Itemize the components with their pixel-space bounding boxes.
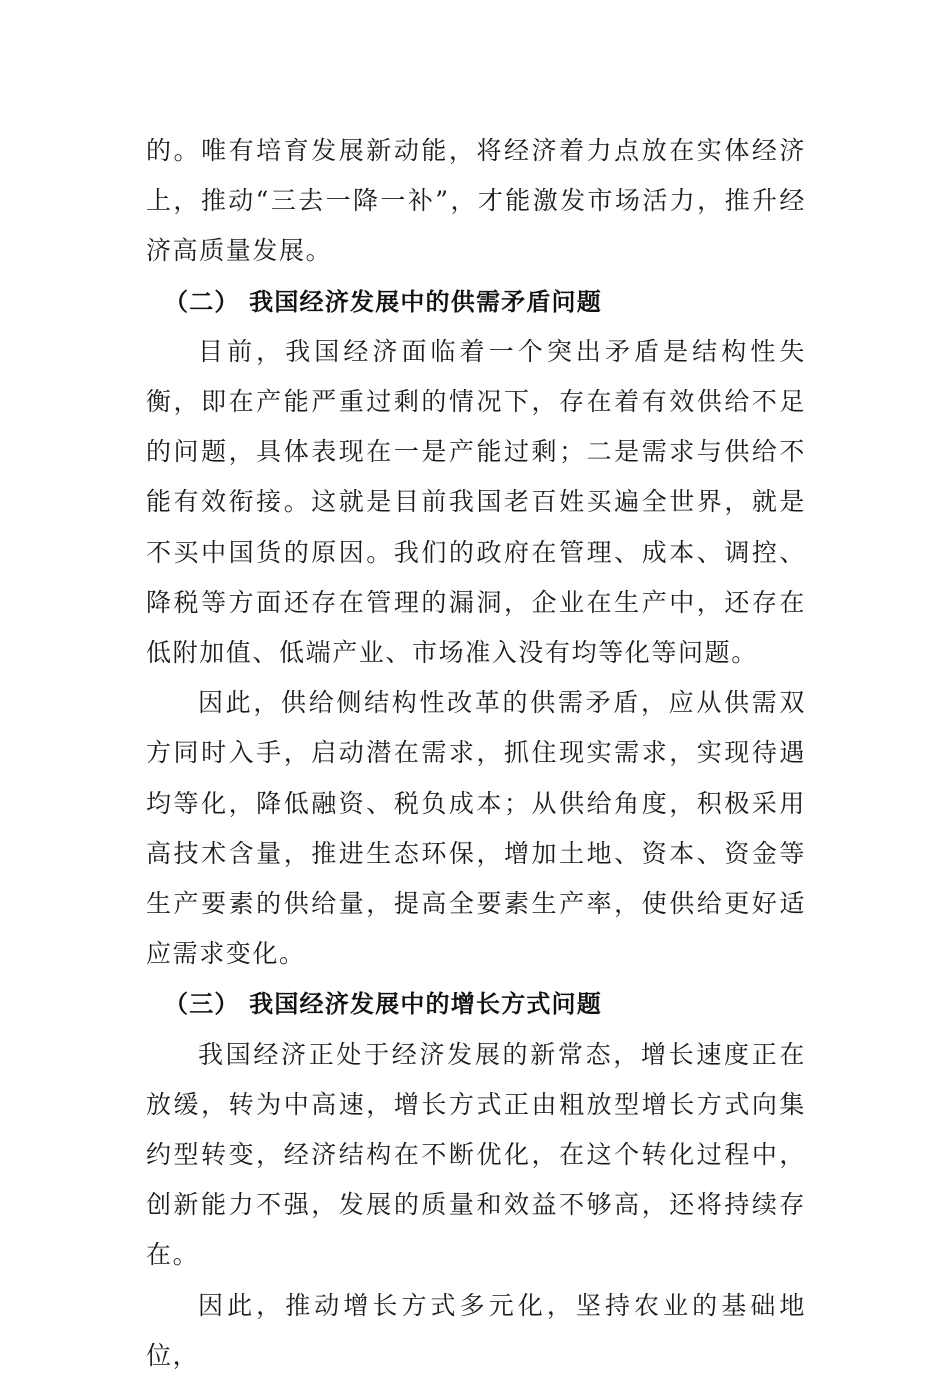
paragraph-diversified-growth: 因此，推动增长方式多元化，坚持农业的基础地位， (146, 1290, 806, 1370)
document-body (146, 126, 806, 1381)
paragraph-structural-imbalance: 目前，我国经济面临着一个突出矛盾是结构性失衡，即在产能严重过剩的情况下，存在着有效供给不足的问题，具体表现在一是产能过剩；二是需求与供给不能有效衔接。这就是目前我国老百姓买遍全世界，就是不买中国货的原因。我们的政府在管理、成本、调控、降税等方面还存在管理的漏洞，企业在生产中，还存在低附加值、低端产业、市场准入没有均等化等问题。 (146, 336, 806, 668)
paragraph-continuation: 的。唯有培育发展新动能，将经济着力点放在实体经济上，推动“三去一降一补”，才能激发市场活力，推升经济高质量发展。 (146, 136, 806, 266)
paragraph-supply-side-reform: 因此，供给侧结构性改革的供需矛盾，应从供需双方同时入手，启动潜在需求，抓住现实需求，实现待遇均等化，降低融资、税负成本；从供给角度，积极采用高技术含量，推进生态环保，增加土地、资本、资金等生产要素的供给量，提高全要素生产率，使供给更好适应需求变化。 (146, 688, 806, 969)
paragraph-new-normal: 我国经济正处于经济发展的新常态，增长速度正在放缓，转为中高速，增长方式正由粗放型增长方式向集约型转变，经济结构在不断优化，在这个转化过程中，创新能力不强，发展的质量和效益不够高，还将持续存在。 (146, 1039, 806, 1270)
section-heading-growth-mode: （三） 我国经济发展中的增长方式问题 (164, 990, 602, 1019)
section-heading-supply-demand: （二） 我国经济发展中的供需矛盾问题 (164, 287, 602, 316)
